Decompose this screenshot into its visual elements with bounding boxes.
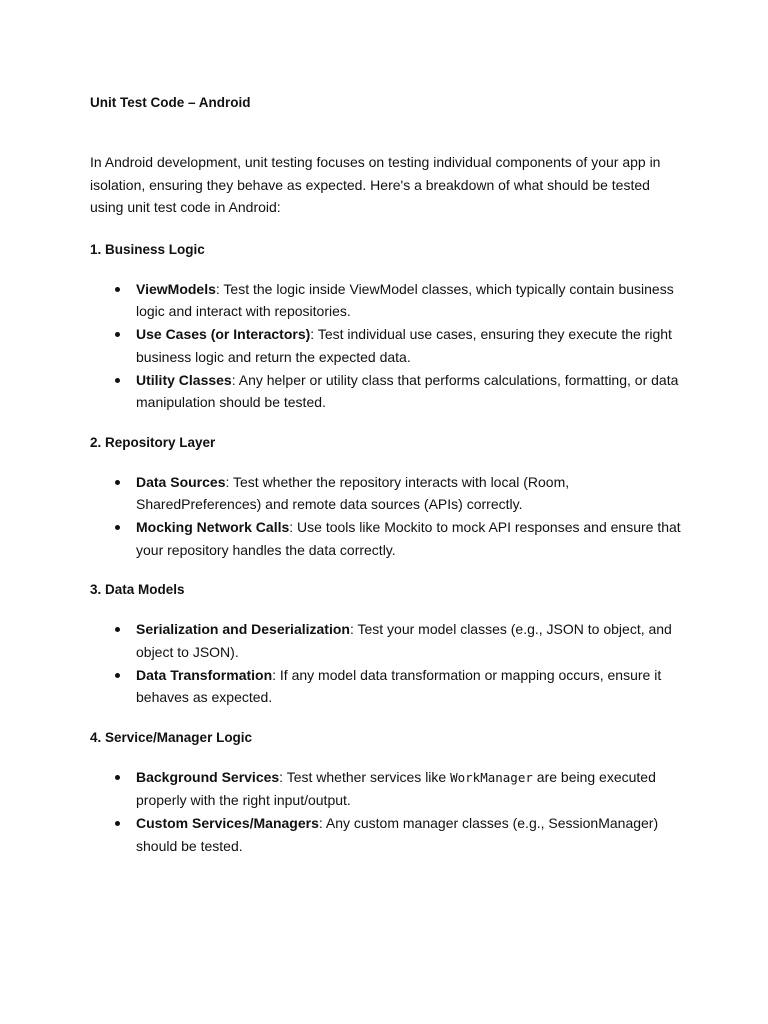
item-term: Custom Services/Managers <box>136 815 319 831</box>
item-term: ViewModels <box>136 280 216 297</box>
bullet-list-business-logic <box>90 278 682 414</box>
list-item <box>90 471 682 516</box>
bullet-list-data-models <box>90 618 682 709</box>
bullet-list-repository-layer <box>90 471 682 562</box>
item-text: : Use tools like Mockito to mock API responses and ensure that your repository handles the data correctly. <box>136 519 681 558</box>
bullet-icon <box>115 821 120 826</box>
bullet-icon <box>115 525 120 530</box>
list-item <box>90 323 682 368</box>
bullet-icon <box>115 332 120 337</box>
item-text: : Test your model classes (e.g., JSON to object, and object to JSON). <box>136 621 672 660</box>
item-term: Serialization and Deserialization <box>136 621 350 637</box>
list-item <box>90 812 682 857</box>
bullet-icon <box>115 627 120 632</box>
item-term: Utility Classes <box>136 371 232 388</box>
list-item <box>90 278 682 323</box>
bullet-icon <box>115 287 120 292</box>
bullet-icon <box>115 775 120 780</box>
bullet-icon <box>115 480 120 485</box>
section-heading-service-manager-logic: 4. Service/Manager Logic <box>90 729 253 745</box>
bullet-icon <box>115 673 120 678</box>
list-item <box>90 664 682 709</box>
section-heading-business-logic: 1. Business Logic <box>90 241 205 257</box>
item-text: : Test individual use cases, ensuring they execute the right business logic and return the expected data. <box>136 326 672 365</box>
list-item <box>90 618 682 663</box>
section-heading-repository-layer: 2. Repository Layer <box>90 434 216 450</box>
item-text: : Test the logic inside ViewModel classes, which typically contain business logic and interact with repositories. <box>136 280 674 319</box>
document-title: Unit Test Code – Android <box>90 95 251 110</box>
item-term: Data Sources <box>136 473 226 490</box>
bullet-list-service-manager-logic <box>90 766 682 858</box>
item-text: : If any model data transformation or mapping occurs, ensure it behaves as expected. <box>136 666 662 705</box>
item-text: : Test whether the repository interacts with local (Room, SharedPreferences) and remote data sources (APIs) correctly. <box>136 473 570 512</box>
item-text: : Any custom manager classes (e.g., SessionManager) should be tested. <box>136 815 659 854</box>
item-term: Use Cases (or Interactors) <box>136 326 311 342</box>
item-term: Data Transformation <box>136 666 273 683</box>
bullet-icon <box>115 378 120 383</box>
list-item <box>90 766 682 812</box>
item-term: Mocking Network Calls <box>136 519 290 535</box>
item-text-before: : Test whether services like <box>279 768 451 785</box>
list-item <box>90 516 682 561</box>
section-heading-data-models: 3. Data Models <box>90 582 185 597</box>
item-term: Background Services <box>136 768 280 785</box>
inline-code: WorkManager <box>450 769 533 785</box>
list-item <box>90 369 682 414</box>
document-page <box>90 93 682 858</box>
intro-paragraph: In Android development, unit testing focuses on testing individual components of your app in isolation, ensuring they behave as expected. Here's a breakdown of what should be tested using unit test code in Android: <box>90 154 661 215</box>
item-text-after: are being executed properly with the right input/output. <box>136 768 656 808</box>
item-text: : Any helper or utility class that performs calculations, formatting, or data manipulation should be tested. <box>136 371 679 410</box>
